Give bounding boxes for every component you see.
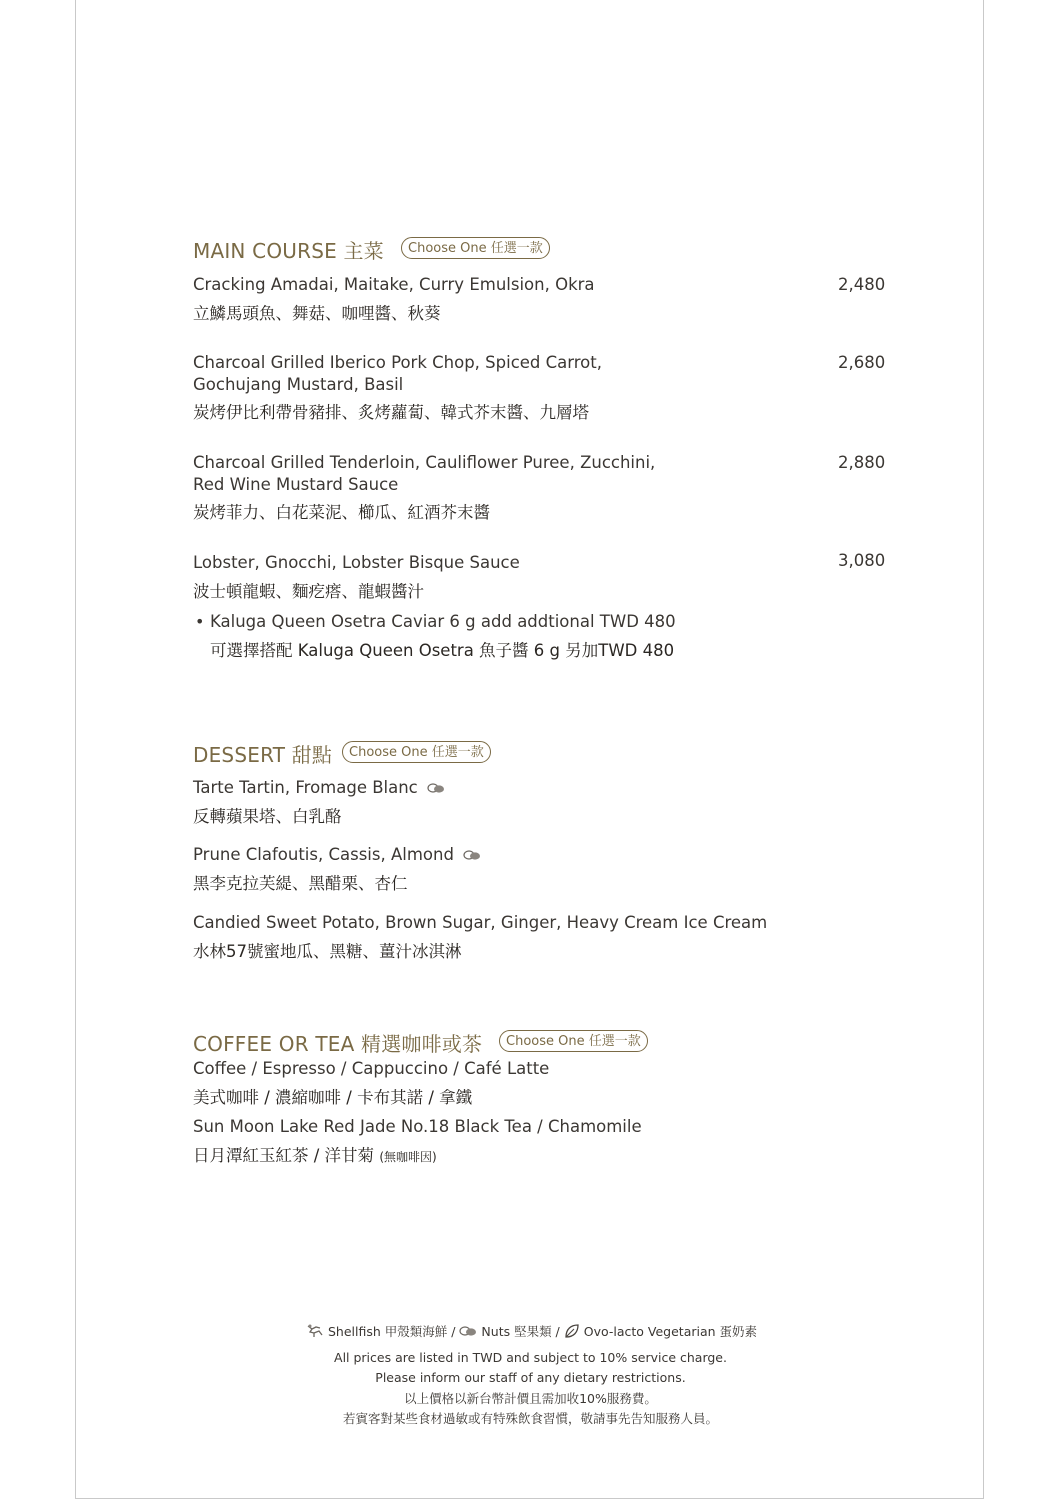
main-course-title: MAIN COURSE 主菜 [193, 239, 384, 263]
main-item-1-zh: 立鱗馬頭魚、舞菇、咖哩醬、秋葵 [193, 304, 441, 323]
dessert-item-2-en-text: Prune Clafoutis, Cassis, Almond [193, 845, 454, 864]
nuts-icon [463, 846, 481, 865]
main-item-1-en: Cracking Amadai, Maitake, Curry Emulsion, Okra [193, 275, 595, 294]
dessert-item-1-en-text: Tarte Tartin, Fromage Blanc [193, 778, 418, 797]
dessert-item-3-zh: 水林57號蜜地瓜、黑糖、薑汁冰淇淋 [193, 942, 462, 961]
legend-veg: Ovo-lacto Vegetarian 蛋奶素 [583, 1324, 758, 1339]
footer-line-4: 若賓客對某些食材過敏或有特殊飲食習慣，敬請事先告知服務人員。 [342, 1411, 718, 1426]
dessert-item-2-zh: 黑李克拉芙緹、黑醋栗、杏仁 [193, 874, 408, 893]
main-item-3-en-line1: Charcoal Grilled Tenderloin, Cauliflower Puree, Zucchini, [193, 453, 656, 472]
dessert-title: DESSERT 甜點 [193, 743, 333, 767]
main-item-2-price: 2,680 [838, 353, 886, 372]
legend-nuts: Nuts 堅果類 / [481, 1324, 560, 1339]
coffee-item-1-en: Coffee / Espresso / Cappuccino / Café Latte [193, 1059, 550, 1078]
main-item-4-en: Lobster, Gnocchi, Lobster Bisque Sauce [193, 553, 520, 572]
main-item-4-zh: 波士頓龍蝦、麵疙瘩、龍蝦醬汁 [193, 582, 424, 601]
shellfish-icon [306, 1323, 324, 1342]
coffee-item-2-en: Sun Moon Lake Red Jade No.18 Black Tea / Chamomile [193, 1117, 642, 1136]
main-item-2-en-line2: Gochujang Mustard, Basil [193, 375, 404, 394]
caffeine-free-note: (無咖啡因) [379, 1150, 437, 1164]
addon-en: Kaluga Queen Osetra Caviar 6 g add addtional TWD 480 [210, 612, 676, 631]
footer-line-2: Please inform our staff of any dietary restrictions. [375, 1370, 686, 1385]
dessert-item-3-en: Candied Sweet Potato, Brown Sugar, Ginger, Heavy Cream Ice Cream [193, 913, 768, 932]
addon-bullet: • [195, 612, 205, 631]
leaf-icon [564, 1323, 580, 1342]
coffee-choose-badge: Choose One 任選一款 [499, 1030, 648, 1052]
main-item-2-zh: 炭烤伊比利帶骨豬排、炙烤蘿蔔、韓式芥末醬、九層塔 [193, 403, 589, 422]
addon-zh: 可選擇搭配 Kaluga Queen Osetra 魚子醬 6 g 另加TWD 480 [210, 641, 675, 660]
dessert-choose-badge: Choose One 任選一款 [342, 741, 491, 763]
coffee-item-2-zh [193, 1142, 437, 1166]
footer-line-1: All prices are listed in TWD and subject to 10% service charge. [334, 1350, 727, 1365]
coffee-title: COFFEE OR TEA 精選咖啡或茶 [193, 1032, 483, 1056]
main-item-4-price: 3,080 [838, 551, 886, 570]
main-course-choose-badge: Choose One 任選一款 [401, 237, 550, 259]
footer-line-3: 以上價格以新台幣計價且需加收10%服務費。 [404, 1391, 657, 1406]
main-item-1-price: 2,480 [838, 275, 886, 294]
main-item-3-price: 2,880 [838, 453, 886, 472]
allergen-legend [306, 1322, 757, 1342]
dessert-item-1-zh: 反轉蘋果塔、白乳酪 [193, 807, 342, 826]
main-item-2-en-line1: Charcoal Grilled Iberico Pork Chop, Spiced Carrot, [193, 353, 602, 372]
main-item-3-zh: 炭烤菲力、白花菜泥、櫛瓜、紅酒芥末醬 [193, 503, 490, 522]
coffee-item-2-zh-text: 日月潭紅玉紅茶 / 洋甘菊 [193, 1146, 375, 1165]
dessert-item-1-en [193, 778, 445, 798]
coffee-item-1-zh: 美式咖啡 / 濃縮咖啡 / 卡布其諾 / 拿鐵 [193, 1088, 473, 1107]
menu-page [75, 0, 984, 1499]
main-item-3-en-line2: Red Wine Mustard Sauce [193, 475, 399, 494]
nuts-icon [427, 779, 445, 798]
legend-shellfish: Shellfish 甲殼類海鮮 / [327, 1324, 456, 1339]
dessert-item-2-en [193, 845, 481, 865]
nuts-icon [459, 1325, 477, 1340]
